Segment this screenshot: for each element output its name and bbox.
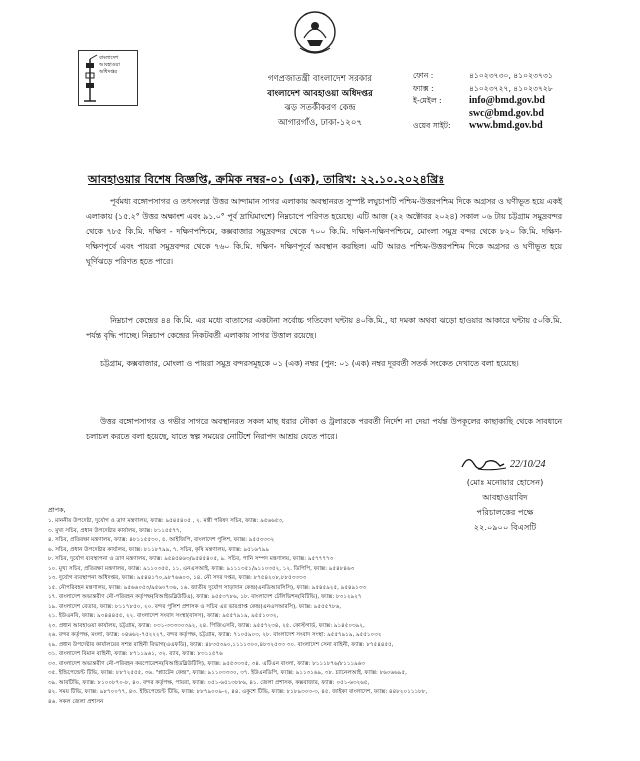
recipient-line: ২১. ইউএনবি, ফ্যাক্স: ৯৩৪৪৪৫৫, ২২. বাংলাদেশ সংবাদ সংস্থা(বাসস), ফ্যাক্স: ৯৫৫৭৯১৯, ৯৫৫১০৩২, — [48, 613, 279, 619]
recipient-line: ৪. সচিব, প্রতিরক্ষা মন্ত্রণালয়, ফ্যাক্স: ৪৮১১৫৫৩০, ৫. আইজিপি, বাংলাদেশ পুলিশ, ফ্যাক্স: ৯৫৫৩৩৩২ — [48, 537, 275, 543]
logo-line: অধিদপ্তর — [99, 69, 118, 75]
recipient-line: ১০. মুখ্য সচিব, প্রতিরক্ষা মন্ত্রণালয়, ফ্যাক্স: ৯১১০৩৫৫, ১১. এনএসআই, ফ্যাক্স: ৯১১১৩৫১/৯১১০৩৫২, ১২. ডিপিপি, ফ্যাক্স: ৯৫৪৮৪৬৩ — [48, 565, 355, 572]
recipient-line: ১. মাননীয় উপদেষ্টা, দুর্যোগ ও ত্রাণ মন্ত্রণালয়, ফ্যাক্স: ৯৫৪৫৪০৫ , ২. মন্ত্রী পরিষদ সচিব, ফ্যাক্স: ৯৫৬৬৫৩, — [48, 518, 284, 524]
recipient-line: ৮. সচিব, দুর্যোগ ব্যবস্থাপনা ও ত্রাণ মন্ত্রণালয়, ফ্যাক্স: ৯৫৪৫৪৬৩/৯৫৪৫৪০৫, ৯. সচিব, পানি সম্পদ মন্ত্রণালয়, ফ্যাক্স: ৯৫৭৭৭৭৩ — [48, 556, 334, 562]
signatory-on-behalf: পরিচালকের পক্ষে — [476, 507, 534, 517]
recipients-heading: প্রাপক, — [48, 506, 66, 514]
contact-block — [413, 70, 553, 133]
phone-value: ৪১০২৩৭৩০, ৪১০২৩৭৩১ — [469, 71, 553, 80]
bulletin-title: আবহাওয়ার বিশেষ বিজ্ঞপ্তি, ক্রমিক নম্বর-০১ (এক), তারিখ: ২২.১০.২০২৪খ্রিঃ — [88, 173, 445, 186]
logo-line: বাংলাদেশ — [99, 55, 119, 61]
gov-line: গণপ্রজাতন্ত্রী বাংলাদেশ সরকার — [267, 74, 373, 84]
email-label: ই-মেইল : — [413, 96, 442, 105]
address-line: আগারগাঁও, ঢাকা-১২০৭ — [277, 117, 363, 128]
recipient-line: ১৫. নৌপরিবহন মন্ত্রণালয়, ফ্যাক্স: ৯৫৬৬০৫৩/৯৫৬০৭৩৬, ১৬. জাতীয় দুর্যোগ সাড়াদান কেন্দ্র(এনডিআরসিসি), ফ্যাক্স: ৯৫৪৫৯২৫, ৯৫৪৯১৩৩ — [48, 584, 367, 591]
recipients-list — [48, 517, 608, 707]
signature-date: 22/10/24 — [510, 459, 546, 470]
recipient-line: ৩৫. ইন্ডিপেন্ডেন্ট টিভি, ফ্যাক্স: ৮৮৭২৫৫৫, ৩৬. "প্ল্যাটেন কেন্দ্র", ফ্যাক্স: ৯১১০৩৩৩০, ৩৭. ইউএনডিপি, ফ্যাক্স: ৯১১৩১৬৯, ৩৮. চ্যানেলআই, ফ্যাক্স: ৮৬০৬৬৯৫, — [48, 670, 407, 676]
signatory-name: (মোঃ মনোয়ার হোসেন) — [466, 477, 544, 487]
signature-scribble — [460, 452, 560, 474]
recipient-line: ৩৯. আরটিভি, ফ্যাক্স: ৮১০০৮৭০-৮, ৪০. বন্দর কর্তৃপক্ষ, পায়রা, ফ্যাক্স: ০৫১-৬৫১৩৮৮৬, ৪১. জেলা প্রশাসক, কক্সবাজার, ফ্যাক্স: ০৫১-৬৩২৬৫, — [48, 679, 370, 686]
recipient-line: ১৭. বাংলাদেশ অভ্যন্তরীণ নৌ-পরিবহন কর্তৃপক্ষ(বিআইডব্লিউটিএ), ফ্যাক্স: ৯৫৫৩৭৮৬, ১৮. বাংলাদেশ টেলিভিশন(বিটিভি), ফ্যাক্স: ৮৩১২৯২৭ — [48, 594, 362, 600]
office-header — [215, 72, 425, 130]
recipient-line: ২৬. বন্দর কর্তৃপক্ষ, মংলা, ফ্যাক্স: ০৪৬৬২-৭৫২২২৭, বন্দর কর্তৃপক্ষ, চট্টগ্রাম, ফ্যাক্স: ৭১০৫৯০৩, ২৮. বাংলাদেশ সংবাদ সংস্থা: ৯৫৫৭৯১৯, ৯৫৫১০৩২ — [48, 632, 382, 638]
paragraph-signal: চট্টগ্রাম, কক্সবাজার, মোংলা ও পায়রা সমুদ্র বন্দরসমূহকে ০১ (এক) নম্বর (পুন: ০১ (এক) নম্বর দূরবর্তী সতর্ক সংকেত দেখাতে বলা হয়েছে। — [100, 359, 519, 368]
issue-time: ২২.০৯০০ বিএসটি — [473, 522, 537, 532]
dept-line: বাংলাদেশ আবহাওয়া অধিদপ্তর — [267, 88, 373, 99]
bmd-logo — [78, 50, 138, 106]
recipient-line: ১৩. দুর্যোগ ব্যবস্থাপনা অধিদপ্তর, ফ্যাক্স: ৯৫৪৪১৭০,৯৮৭৬৬০৩, ১৪. নৌ সদর দপ্তর, ফ্যাক্স: ৮৭৫৪২০৮,৮৮৫৩৩৩৩ — [48, 575, 307, 581]
recipient-line: ৪২. সময় টিভি, ফ্যাক্স: ৯৮৭০০৭৭, ৪৩. ইন্ডিপেন্ডেন্ট টিভি, ফ্যাক্স: ৮৮৭৯০০৯-২, ৪৪. একুশে টিভি, ফ্যাক্স: ৮১৮৯৩০৩-৩, ৪৫. জাইকা বাংলাদেশ, ফ্যাক্স: ৪৪৮২০১১১৮৮, — [48, 689, 428, 695]
paragraph-depression-position: পূর্বমধ্য বঙ্গোপসাগর ও তৎসংলগ্ন উত্তর আন্দামান সাগর এলাকায় অবস্থানরত সুস্পষ্ট লঘুচাপটি পশ্চিম-উত্তরপশ্চিম দিকে অগ্রসর ও ঘণীভূত হয়ে একই এলাকায় (১৫.২° উত্তর অক্ষাংশ এবং ৯১.০° পূর্ব দ্রাঘিমাংশে) নিম্নচাপে পরিণত হয়েছে। এটি আজ (২২ অক্টোবর ২০২৪) সকাল ০৬ টায় চট্টগ্রাম সমুদ্রবন্দর থেকে ৭৮৫ কি.মি. দক্ষিণ - দক্ষিণপশ্চিমে, কক্সবাজার সমুদ্রবন্দর থেকে ৭০০ কি.মি. দক্ষিণ-দক্ষিণপশ্চিমে, মোংলা সমুদ্র বন্দর থেকে ৮২০ কি.মি. দক্ষিণ- দক্ষিণপূর্বে এবং পায়রা সমুদ্রবন্দর থেকে ৭৬০ কি.মি. দক্ষিণ- দক্ষিণপূর্বে অবস্থান করছিল। এটি আরও পশ্চিম-উত্তরপশ্চিম দিকে অগ্রসর ও ঘণীভূত হয়ে ঘূর্ণিঝড়ে পরিণত হতে পারে। — [86, 197, 562, 266]
recipient-line: ২৩. প্রধান আবহাওয়া কার্যালয়, চট্টগ্রাম, ফ্যাক্স: ০৩১-৩৩৩৩০৩৯২, ২৪. পিজিএসবি, ফ্যাক্স: ৯৫৫৭২৩৪, ২৫. কোস্টগার্ড, ফ্যাক্স: ৯১৪৫০৩৯২, — [48, 622, 365, 629]
web-link[interactable]: www.bmd.gov.bd — [469, 120, 543, 131]
paragraph-fishing-advice: উত্তর বঙ্গোপসাগর ও গভীর সাগরে অবস্থানরত সকল মাছ ধরার নৌকা ও ট্রলারকে পরবর্তী নির্দেশ না দেয়া পর্যন্ত উপকূলের কাছাকাছি থেকে সাবধানে চলাচল করতে বলা হয়েছে, যাতে স্বল্প সময়ের নোটিশে নিরাপদ আশ্রয় যেতে পারে। — [86, 417, 562, 441]
fax-label: ফ্যাক্স : — [413, 83, 434, 93]
weather-tower-icon — [81, 53, 99, 103]
email-link-info[interactable]: info@bmd.gov.bd — [469, 95, 545, 106]
signatory-designation: আবহাওয়াবিদ — [482, 492, 528, 502]
recipient-line: ১৯. বাংলাদেশ বেতার, ফ্যাক্স: ৮১১৭৮৫০, ২০. বন্দর পুলিশ প্রশাসক ও সচিব এর ভারপ্রাপ্ত কেন্দ্র(এনএসআরসি), ফ্যাক্স: ৯৫৫৫৭৮৬, — [48, 603, 342, 610]
recipient-line: ২৯. প্রধান উপদেষ্টার কার্যালয়ের সশস্ত্র বাহিনী বিভাগ(এএফডি), ফ্যাক্স: ৪৮৩৫৩৯০,১১১১৩০০,৪৮৩২৫৩৩ ৩০. বাংলাদেশ সেনা বাহিনী, ফ্যাক্স: ৮৭৫৪৪৫৫, — [48, 641, 394, 648]
recipient-line: ৪৬. সকল জেলা প্রশাসন — [48, 698, 104, 705]
recipient-line: ৬. সচিব, প্রধান উপদেষ্টার কার্যালয়, ফ্যাক্স: ৮১১৮৭৯৯, ৭. সচিব, কৃষি মন্ত্রণালয়, ফ্যাক্স: ৯৫১৬৭৯৯ — [48, 546, 269, 553]
recipient-line: ৩. মুখ্য সচিব, প্রধান উপদেষ্টার কার্যালয়, ফ্যাক্স: ৮১১৫৫৭৭, — [48, 527, 182, 534]
fax-value: ৪১০২৩৭২৭, ৪১০২৩৭২৮ — [469, 83, 553, 93]
phone-label: ফোন : — [413, 71, 434, 80]
recipient-line: ৩১. বাংলাদেশ বিমান বাহিনী, ফ্যাক্স: ৮৭১১৯৬১, ৩২. র‌্যাব, ফ্যাক্স: ৮৩১১৫৭৬ — [48, 651, 223, 657]
bangladesh-emblem-icon — [292, 8, 338, 58]
logo-line: আবহাওয়া — [99, 62, 120, 68]
paragraph-wind-speed: নিম্নচাপ কেন্দ্রের ৪৪ কি.মি. এর মধ্যে বাতাসের একটানা সর্বোচ্চ গতিবেগ ঘন্টায় ৪০কি.মি., যা দমকা অথবা ঝড়ো হাওয়ার আকারে ঘন্টায় ৫০কি.মি. পর্যন্ত বৃদ্ধি পাচ্ছে। নিম্নচাপ কেন্দ্রের নিকটবর্তী এলাকায় সাগর উত্তাল রয়েছে। — [86, 316, 562, 340]
center-line: ঝড় সতর্কীকরণ কেন্দ্র — [284, 103, 356, 113]
recipient-line: ৩৩. বাংলাদেশ অভ্যন্তরীণ নৌ-পরিবহন করপোরেশন(বিআইডব্লিউটিসি), ফ্যাক্স: ৯৫৫৩৩৩৫, ৩৪. এটিএন বাংলা, ফ্যাক্স: ৮১১১৮৭৬/৮১১১৯৬৩ — [48, 660, 366, 667]
email-link-swc[interactable]: swc@bmd.gov.bd — [469, 107, 544, 119]
web-label: ওয়েব সাইট: — [413, 121, 451, 130]
